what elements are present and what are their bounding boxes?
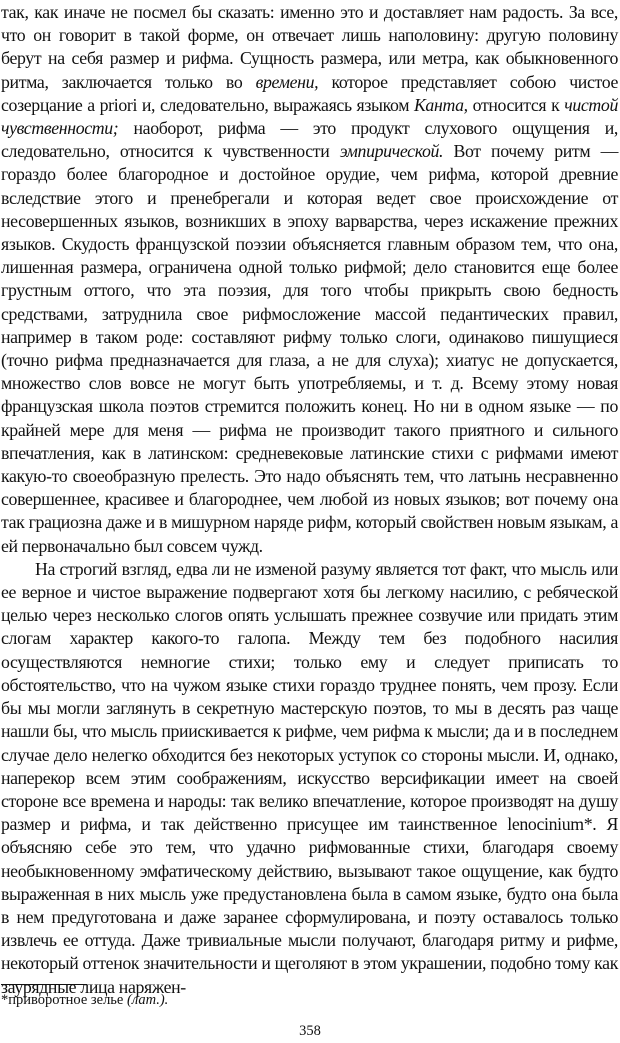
footnote	[1, 991, 401, 1009]
paragraph-text-run: наоборот, рифма — это продукт слухового ощущения и, следовательно, относится к чувственности	[1, 118, 618, 162]
footnote-separator	[1, 984, 87, 985]
paragraph-text-run: Вот почему ритм — гораздо более благородное и достойное орудие, чем рифма, которой древние вследствие этого и пренебрегали и которая ведет свое происхождение от несовершенных языков, возникших в эпоху варварства, через искажение прежних языков. Скудость французской поэзии объясняется главным образом тем, что она, лишенная размера, ограничена одной только рифмой; дело становится еще более грустным оттого, что эта поэзия, для того чтобы прикрыть свою бедность средствами, затруднила свое рифмосложение массой педантических правил, например в таком роде: составляют рифму только слоги, одинаково пишущиеся (точно рифма предназначается для глаза, а не для слуха); хиатус не допускается, множество слов вовсе не могут быть употребляемы, и т. д. Всему этому новая французская школа поэтов стремится положить конец. Но ни в одном языке — по крайней мере для меня — рифма не производит такого приятного и сильного впечатления, как в латинском: средневековые латинские стихи с рифмами имеют какую-то своеобразную прелесть. Это надо объяснять тем, что латынь несравненно совершеннее, красивее и благороднее, чем любой из новых языков; вот почему она так грациозна даже и в мишурном наряде рифм, который свойствен новым языкам, а ей первоначально был совсем чужд.	[1, 141, 619, 556]
footnote-italic-run: (лат.).	[126, 992, 169, 1008]
paragraph-italic-run: Канта,	[413, 94, 468, 115]
paragraph-text-run: так, как иначе не посмел бы сказать: именно это и доставляет нам радость. За все, что он говорит в такой форме, он отвечает лишь наполовину: другую половину берут на себя размер и рифма. Сущность размера, или метра, как обыкновенного ритма, заключается только во	[1, 2, 618, 92]
paragraph-text-run: относится к	[467, 94, 565, 115]
paragraph-italic-run: эмпирической.	[339, 141, 444, 162]
paragraph-text-run: На строгий взгляд, едва ли не изменой разуму является тот факт, что мысль или ее верное и чистое выражение подвергают хотя бы легкому насилию, с ребяческой целью через несколько слогов опять услышать прежнее созвучие или придать этим слогам характер какого-то галопа. Между тем без подобного насилия осуществляются немногие стихи; только ему и следует приписать то обстоятельство, что на чужом языке стихи гораздо труднее понять, чем прозу. Если бы мы могли заглянуть в секретную мастерскую поэтов, то мы в десять раз чаще нашли бы, что мысль приискивается к рифме, чем рифма к мысли; да и в последнем случае дело нелегко обходится без некоторых уступок со стороны мысли. И, однако, наперекор всем этим соображениям, искусство версификации имеет на своей стороне все времена и народы: так велико впечатление, которое производят на душу размер и рифма, и так действенно присущее им таинственное lenocinium*. Я объясняю себе это тем, что удачно рифмованные стихи, благодаря своему необыкновенному эмфатическому действию, вызывают такое ощущение, как будто выраженная в них мысль уже предустановлена была в самом языке, будто она была в нем предуготована и даже заранее сформулирована, и поэту оставалось только извлечь ее оттуда. Даже тривиальные мысли получают, благодаря ритму и рифме, некоторый оттенок значительности и щеголяют в этом украшении, подобно тому как заурядные лица наряжен-	[1, 558, 618, 997]
page-number: 358	[299, 1023, 321, 1039]
paragraph-text-run: которое представляет собою чистое созерцание a priori и, следовательно, выражаясь языком	[1, 71, 618, 115]
main-text	[1, 1, 618, 999]
footnote-text-run: *приворотное зелье	[1, 992, 127, 1008]
paragraph-italic-run: времени,	[255, 71, 319, 92]
paragraph-2	[1, 558, 618, 999]
paragraph-1	[1, 1, 618, 558]
paragraph-italic-run: чистой чувственности;	[1, 94, 618, 139]
